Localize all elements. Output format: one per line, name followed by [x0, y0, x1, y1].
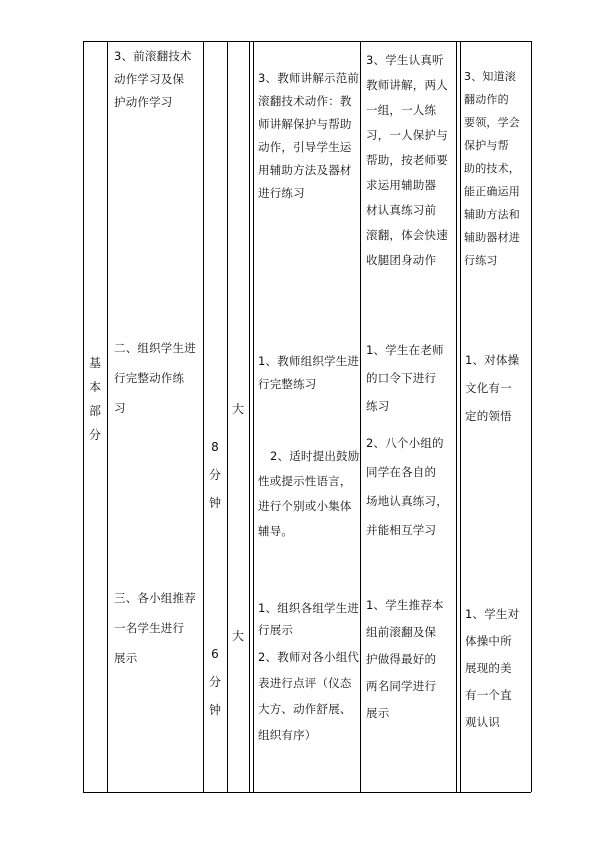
- col-divider-6: [360, 41, 361, 792]
- row1-content: 3、前滚翻技术 动作学习及保 护动作学习: [114, 49, 192, 109]
- row1-teacher: 3、教师讲解示范前 滚翻技术动作：教 师讲解保护与帮助 动作，引导学生运 用辅助方法及器材 进行练习: [258, 71, 360, 200]
- col-divider-7: [456, 41, 457, 792]
- col-divider-8: [460, 41, 461, 792]
- row2-teacher-b: 2、适时提出鼓励 性或提示性语言， 进行个别或小集体 辅导。: [258, 449, 360, 538]
- row3-teacher: 1、组织各组学生进 行展示 2、教师对各小组代 表进行点评（仪态 大方、动作舒展、 组织有序）: [258, 601, 360, 742]
- row3-content: 三、各小组推荐 一名学生进行 展示: [114, 591, 196, 665]
- row1-goal: 3、知道滚 翻动作的 要领，学会 保护与帮 助的技术， 能正确运用 辅助方法和 辅助器材进 行练习: [464, 70, 520, 267]
- row2-student-b: 2、八个小组的 同学在各自的 场地认真练习， 并能相互学习: [366, 436, 448, 537]
- col-divider-2: [203, 41, 204, 792]
- col-divider-0: [83, 41, 84, 792]
- row2-teacher-a: 1、教师组织学生进 行完整练习: [258, 354, 360, 391]
- row3-intensity: 大: [231, 629, 244, 643]
- col-divider-9: [531, 41, 532, 792]
- row2-goal: 1、对体操 文化有一 定的领悟: [465, 353, 520, 423]
- col-divider-4: [249, 41, 250, 792]
- row3-goal: 1、学生对 体操中所 展现的美 有一个直 观认识: [465, 607, 520, 729]
- section-label: 基 本 部 分: [88, 356, 101, 442]
- col-divider-1: [107, 41, 108, 792]
- row3-student: 1、学生推荐本 组前滚翻及保 护做得最好的 两名同学进行 展示: [366, 598, 444, 720]
- row3-time: 6 分 钟: [208, 647, 221, 717]
- table-top-border: [83, 41, 531, 42]
- row2-intensity: 大: [231, 402, 244, 416]
- col-divider-5: [253, 41, 254, 792]
- row2-content: 二、组织学生进 行完整动作练 习: [114, 341, 196, 415]
- table-bottom-border: [83, 792, 531, 793]
- row2-student-a: 1、学生在老师 的口令下进行 练习: [366, 343, 444, 413]
- row2-time: 8 分 钟: [208, 440, 221, 510]
- row1-student: 3、学生认真听 教师讲解，两人 一组，一人练 习，一人保护与 帮助，按老师要 求运用辅助器 材认真练习前 滚翻，体会快速 收腿团身动作: [366, 53, 448, 267]
- col-divider-3: [227, 41, 228, 792]
